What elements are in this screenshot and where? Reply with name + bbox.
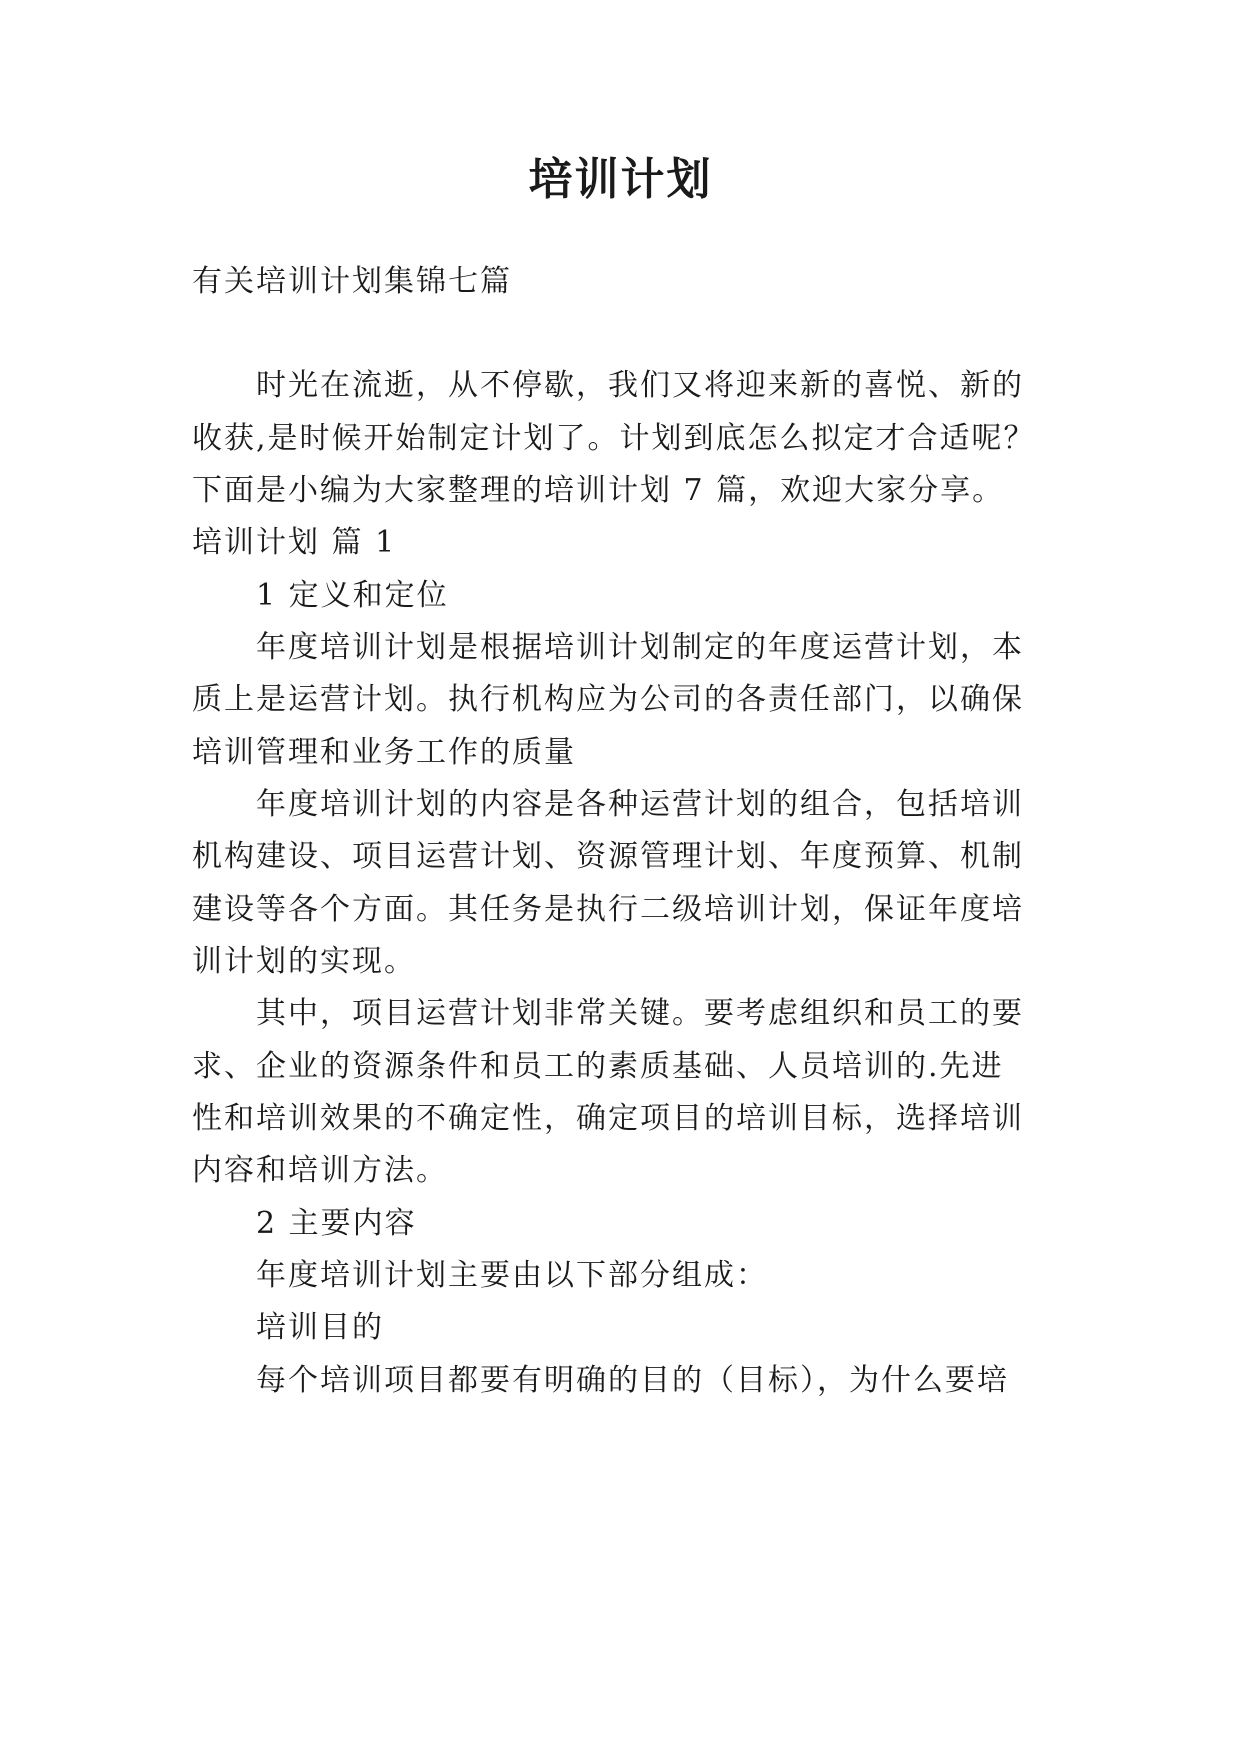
paragraph-line: 性和培训效果的不确定性，确定项目的培训目标，选择培训 bbox=[192, 1101, 1024, 1136]
paragraph-line: 年度培训计划的内容是各种运营计划的组合，包括培训 bbox=[256, 787, 1024, 822]
paragraph-line: 培训管理和业务工作的质量 bbox=[192, 735, 576, 770]
paragraph-line: 机构建设、项目运营计划、资源管理计划、年度预算、机制 bbox=[192, 839, 1024, 874]
paragraph-line: 建设等各个方面。其任务是执行二级培训计划，保证年度培 bbox=[192, 892, 1024, 927]
paragraph-line: 质上是运营计划。执行机构应为公司的各责任部门，以确保 bbox=[192, 682, 1024, 717]
paragraph-line: 下面是小编为大家整理的培训计划 7 篇，欢迎大家分享。 bbox=[192, 473, 1005, 508]
document-subtitle: 有关培训计划集锦七篇 bbox=[192, 264, 512, 299]
subsection-heading: 培训目的 bbox=[256, 1310, 384, 1345]
paragraph-line: 时光在流逝，从不停歇，我们又将迎来新的喜悦、新的 bbox=[256, 368, 1024, 403]
paragraph-line: 每个培训项目都要有明确的目的（目标），为什么要培 bbox=[256, 1363, 1009, 1398]
document-title: 培训计划 bbox=[528, 154, 713, 205]
paragraph-line: 求、企业的资源条件和员工的素质基础、人员培训的.先进 bbox=[192, 1049, 1004, 1084]
paragraph-line: 收获,是时候开始制定计划了。计划到底怎么拟定才合适呢？ bbox=[192, 421, 1036, 456]
section-heading: 2 主要内容 bbox=[256, 1206, 417, 1241]
paragraph-line: 其中，项目运营计划非常关键。要考虑组织和员工的要 bbox=[256, 996, 1024, 1031]
paragraph-line: 年度培训计划主要由以下部分组成： bbox=[256, 1258, 768, 1293]
paragraph-line: 内容和培训方法。 bbox=[192, 1153, 448, 1188]
section-heading: 培训计划 篇 1 bbox=[192, 525, 397, 560]
section-heading: 1 定义和定位 bbox=[256, 578, 449, 613]
paragraph-line: 训计划的实现。 bbox=[192, 944, 416, 979]
paragraph-line: 年度培训计划是根据培训计划制定的年度运营计划，本 bbox=[256, 630, 1024, 665]
